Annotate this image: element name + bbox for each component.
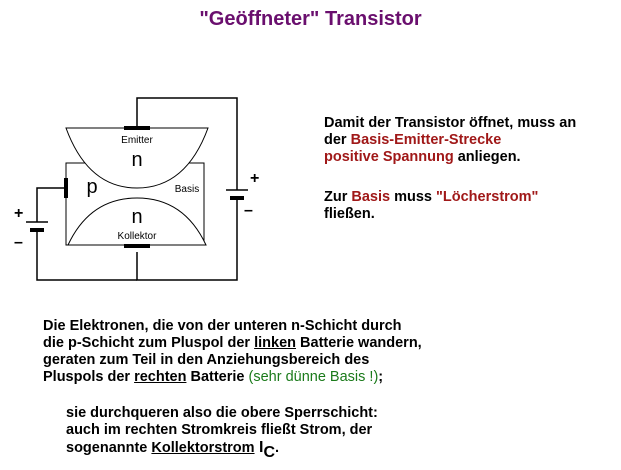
emitter-contact [124, 126, 150, 130]
base-label: Basis [174, 184, 200, 195]
right-p2-line1: Zur Basis muss "Löcherstrom" [324, 189, 539, 205]
page-title: "Geöffneter" Transistor [199, 8, 422, 30]
right-p1-line1: Damit der Transistor öffnet, muss an [324, 115, 577, 131]
emitter-layer-label: n [131, 149, 143, 171]
left-battery-plus: + [14, 205, 24, 222]
base-layer-label: p [86, 176, 98, 198]
right-p2-line2: fließen. [324, 206, 375, 222]
right-paragraph-2 [324, 189, 538, 223]
right-battery-short-plate [230, 196, 244, 200]
right-p1-line3: positive Spannung anliegen. [324, 149, 521, 165]
bottom-line3: geraten zum Teil in den Anziehungsbereich des [43, 352, 370, 368]
collector-label: Kollektor [117, 231, 157, 242]
right-paragraph-1 [324, 115, 576, 166]
right-p1-line2: der Basis-Emitter-Strecke [324, 132, 502, 148]
collector-contact [124, 244, 150, 248]
right-battery-minus: – [244, 202, 253, 219]
bottom-line2: die p-Schicht zum Pluspol der linken Batterie wandern, [43, 335, 422, 351]
collector-layer-label: n [131, 206, 143, 228]
left-battery-minus: – [14, 234, 23, 251]
bottom-paragraph-1 [43, 318, 422, 386]
bottom-line7: sogenannte Kollektorstrom IC. [66, 439, 280, 461]
bottom-paragraph-2 [66, 405, 378, 461]
left-battery-short-plate [30, 228, 44, 232]
bottom-line5: sie durchqueren also die obere Sperrschicht: [66, 405, 378, 421]
bottom-line6: auch im rechten Stromkreis fließt Strom, der [66, 422, 373, 438]
base-contact [64, 178, 68, 198]
bottom-line1: Die Elektronen, die von der unteren n-Schicht durch [43, 318, 402, 334]
emitter-label: Emitter [121, 135, 153, 146]
right-battery-plus: + [250, 170, 260, 187]
bottom-line4: Pluspols der rechten Batterie (sehr dünne Basis !); [43, 369, 384, 385]
